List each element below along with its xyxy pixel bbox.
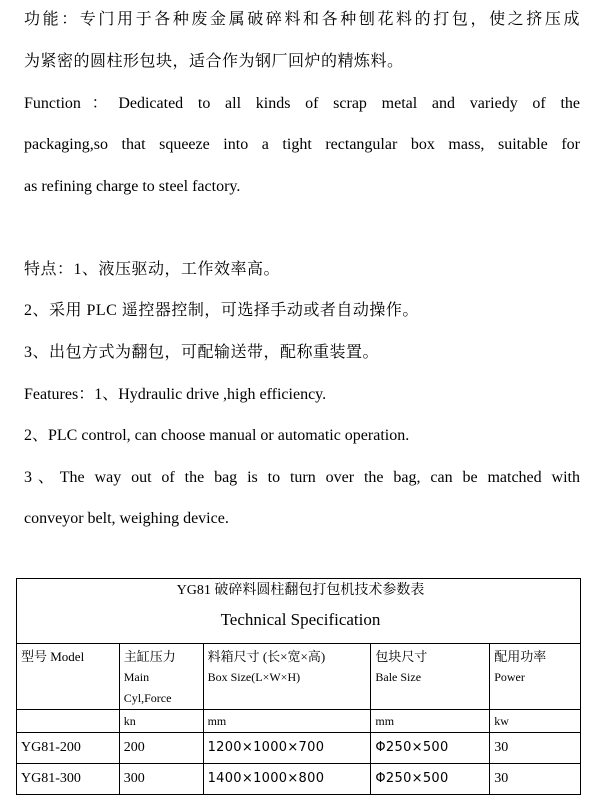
unit-box: mm <box>203 710 371 733</box>
header-bale-en: Bale Size <box>375 670 422 684</box>
features-en-line-2: 2、PLC control, can choose manual or automatic operation. <box>24 427 410 444</box>
features-en-line-3: 3、The way out of the bag is to turn over the bag, can be matched with <box>24 469 580 486</box>
spec-table-title-cn: YG81 破碎料圆柱翻包打包机技术参数表 <box>17 579 581 604</box>
header-power <box>490 644 581 710</box>
row-bale: Φ250×500 <box>371 733 490 764</box>
header-force-en-2: Cyl,Force <box>123 691 172 705</box>
header-box-cn: 料箱尺寸 (长×宽×高) <box>207 649 326 664</box>
header-force <box>119 644 203 710</box>
header-power-cn: 配用功率 <box>494 649 547 664</box>
header-bale <box>371 644 490 710</box>
unit-force: kn <box>119 710 203 733</box>
function-cn-line-2: 为紧密的圆柱形包块，适合作为钢厂回炉的精炼料。 <box>24 53 404 70</box>
row-box: 1200×1000×700 <box>203 733 371 764</box>
row-bale: Φ250×500 <box>371 764 490 795</box>
row-box: 1400×1000×800 <box>203 764 371 795</box>
features-en-line-1: Features：1、Hydraulic drive ,high efficiency. <box>24 386 327 403</box>
row-power: 30 <box>490 733 581 764</box>
features-cn-line-2: 2、采用 PLC 遥控器控制，可选择手动或者自动操作。 <box>24 302 419 319</box>
header-force-en-1: Main <box>123 670 150 684</box>
spec-table <box>16 578 581 795</box>
header-model-label: 型号 Model <box>21 649 85 664</box>
header-power-en: Power <box>494 670 525 684</box>
function-en-line-2: packaging,so that squeeze into a tight rectangular box mass, suitable for <box>24 136 580 153</box>
features-en-line-4: conveyor belt, weighing device. <box>24 510 229 527</box>
unit-power: kw <box>490 710 581 733</box>
spec-table-units-row <box>17 710 581 733</box>
header-box <box>203 644 371 710</box>
spec-table-header-row <box>17 644 581 710</box>
table-row <box>17 764 581 795</box>
unit-bale: mm <box>371 710 490 733</box>
function-en-line-1: Function：Dedicated to all kinds of scrap metal and variedy of the <box>24 95 580 112</box>
features-cn-line-3: 3、出包方式为翻包，可配输送带，配称重装置。 <box>24 344 380 361</box>
row-power: 30 <box>490 764 581 795</box>
row-force: 300 <box>119 764 203 795</box>
row-model: YG81-300 <box>17 764 120 795</box>
row-model: YG81-200 <box>17 733 120 764</box>
table-row <box>17 733 581 764</box>
header-force-cn: 主缸压力 <box>123 649 176 664</box>
header-box-en: Box Size(L×W×H) <box>207 670 301 684</box>
header-bale-cn: 包块尺寸 <box>375 649 428 664</box>
row-force: 200 <box>119 733 203 764</box>
unit-model <box>17 710 120 733</box>
function-en-line-3: as refining charge to steel factory. <box>24 178 241 195</box>
spec-table-title-en: Technical Specification <box>17 603 581 644</box>
function-cn-line-1: 功能：专门用于各种废金属破碎料和各种刨花料的打包，使之挤压成 <box>24 11 580 28</box>
header-model <box>17 644 120 710</box>
features-cn-line-1: 特点：1、液压驱动，工作效率高。 <box>24 261 281 278</box>
